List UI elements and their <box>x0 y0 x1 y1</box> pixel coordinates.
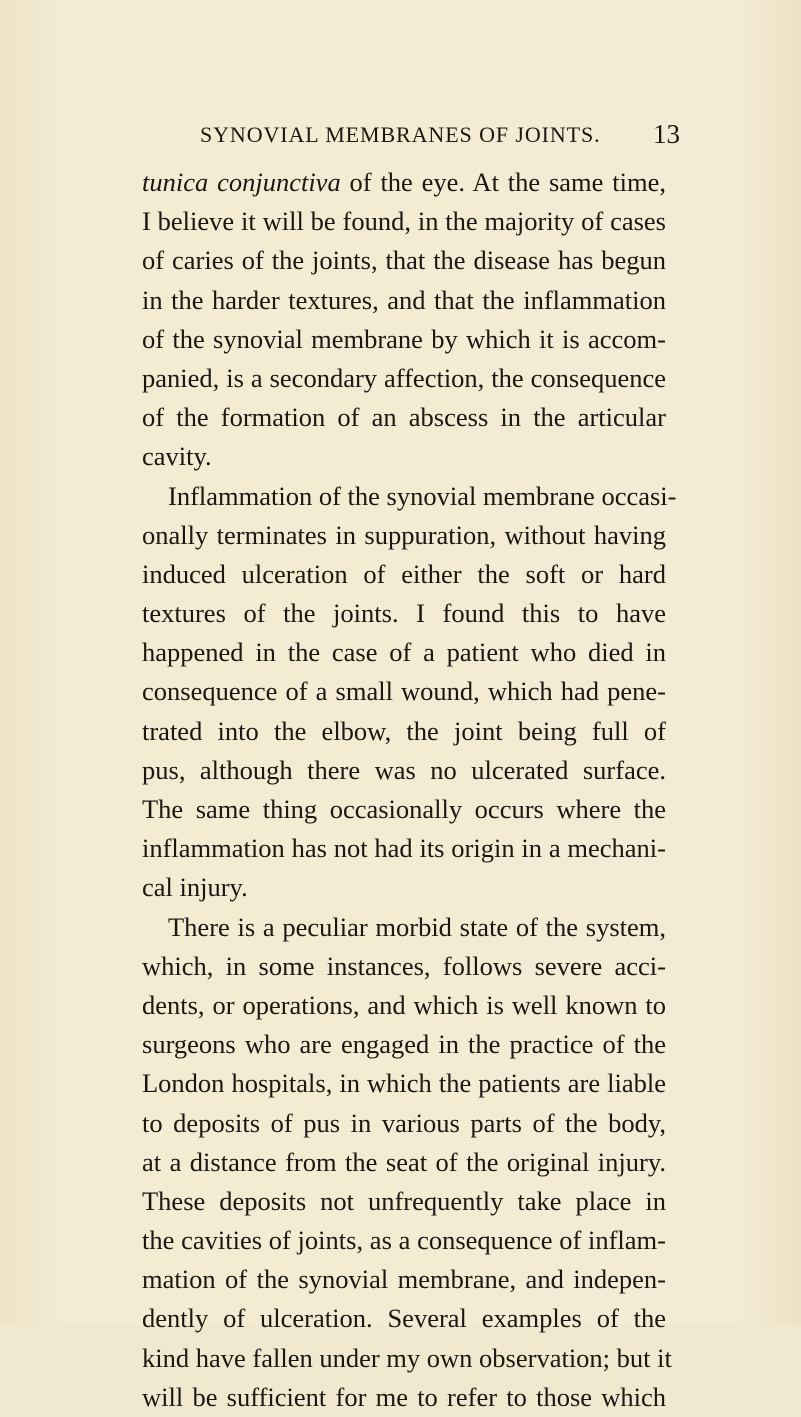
text-line: trated into the elbow, the joint being full of <box>142 715 666 746</box>
text-line: happened in the case of a patient who died in <box>142 637 666 668</box>
text-line: These deposits not unfrequently take place in <box>142 1185 666 1216</box>
text-line: which, in some instances, follows severe acci- <box>142 950 666 981</box>
text-line: dently of ulceration. Several examples of the <box>142 1303 666 1334</box>
italic-phrase: tunica conjunctiva <box>142 167 341 197</box>
text-line: The same thing occasionally occurs where the <box>142 794 666 824</box>
text-line: of the formation of an abscess in the articular <box>142 402 666 433</box>
text-line: of caries of the joints, that the disease has begun <box>142 245 666 276</box>
text-line: There is a peculiar morbid state of the system, <box>168 911 666 942</box>
text-line: surgeons who are engaged in the practice of the <box>142 1029 666 1060</box>
text-line: mation of the synovial membrane, and indepen- <box>142 1264 666 1295</box>
text-line: to deposits of pus in various parts of the body, <box>142 1107 666 1138</box>
running-title: SYNOVIAL MEMBRANES OF JOINTS. <box>200 122 601 147</box>
text-line: in the harder textures, and that the inflammation <box>142 284 666 315</box>
text-line: textures of the joints. I found this to have <box>142 598 666 629</box>
text-line <box>142 163 666 202</box>
text-line: dents, or operations, and which is well known to <box>142 989 666 1020</box>
page-header <box>200 119 680 158</box>
body-text <box>142 163 677 1417</box>
text-line: the cavities of joints, as a consequence of inflam- <box>142 1225 666 1256</box>
text-line: induced ulceration of either the soft or hard <box>142 558 666 589</box>
text-line: will be sufficient for me to refer to those which <box>142 1381 666 1412</box>
text-line: Inflammation of the synovial membrane occasi- <box>168 480 677 511</box>
text-line: I believe it will be found, in the majority of cases <box>142 206 666 237</box>
text-line: consequence of a small wound, which had pene- <box>142 676 666 707</box>
line-text: of the eye. At the same time, <box>340 167 666 197</box>
text-line: cavity. <box>142 441 212 472</box>
text-line: onally terminates in suppuration, without having <box>142 519 666 550</box>
text-line: inflammation has not had its origin in a mechani- <box>142 833 666 864</box>
text-line: of the synovial membrane by which it is accom- <box>142 323 666 354</box>
text-line: London hospitals, in which the patients are liable <box>142 1068 666 1099</box>
text-line: panied, is a secondary affection, the consequence <box>142 362 666 393</box>
text-line: cal injury. <box>142 872 248 903</box>
text-line: pus, although there was no ulcerated surface. <box>142 754 666 785</box>
text-line: kind have fallen under my own observation; but it <box>142 1342 672 1373</box>
text-line: at a distance from the seat of the original injury. <box>142 1146 666 1177</box>
page-number: 13 <box>653 119 680 149</box>
